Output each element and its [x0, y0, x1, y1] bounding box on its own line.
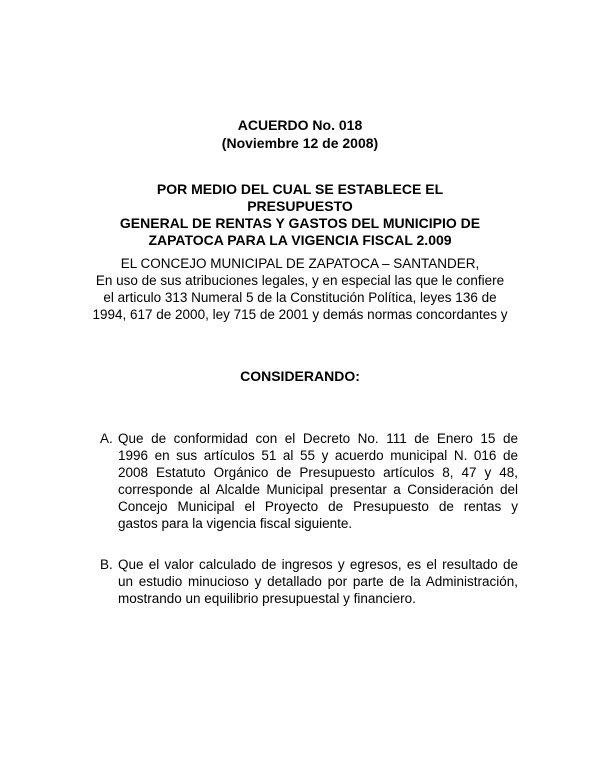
- document-heading: [103, 181, 497, 249]
- text-line: Que de conformidad con el Decreto No. 111 de Enero 15 de: [118, 431, 518, 446]
- intro-line: En uso de sus atribuciones legales, y en especial las que le confiere: [95, 273, 505, 288]
- document-title: [0, 116, 600, 152]
- text-line: 1996 en sus artículos 51 al 55 y acuerdo municipal N. 016 de: [118, 448, 518, 463]
- council-name: EL CONCEJO MUNICIPAL DE ZAPATOCA – SANTANDER,: [120, 256, 480, 271]
- text-line: Concejo Municipal el Proyecto de Presupuesto de rentas y: [118, 499, 518, 514]
- list-item-letter: B.: [100, 557, 113, 572]
- heading-line: POR MEDIO DEL CUAL SE ESTABLECE EL PRESUPUESTO: [156, 181, 444, 214]
- text-line: 2008 Estatuto Orgánico de Presupuesto artículos 8, 47 y 48,: [118, 465, 518, 480]
- text-line: corresponde al Alcalde Municipal presentar a Consideración del: [118, 482, 518, 497]
- list-item-letter: A.: [100, 431, 113, 446]
- agreement-date: (Noviembre 12 de 2008): [221, 135, 379, 151]
- text-line: Que el valor calculado de ingresos y egresos, es el resultado de: [118, 557, 518, 572]
- text-line: mostrando un equilibrio presupuestal y financiero.: [118, 591, 416, 606]
- text-line: gastos para la vigencia fiscal siguiente.: [118, 516, 353, 531]
- intro-paragraph: [0, 255, 600, 323]
- intro-line: el articulo 313 Numeral 5 de la Constitución Política, leyes 136 de: [103, 290, 497, 305]
- heading-line: GENERAL DE RENTAS Y GASTOS DEL MUNICIPIO DE: [119, 215, 481, 231]
- list-item-text: [118, 556, 518, 607]
- agreement-number: ACUERDO No. 018: [237, 117, 363, 133]
- intro-line: 1994, 617 de 2000, ley 715 de 2001 y demás normas concordantes y: [92, 307, 508, 322]
- text-line: un estudio minucioso y detallado por parte de la Administración,: [118, 574, 518, 589]
- heading-line: ZAPATOCA PARA LA VIGENCIA FISCAL 2.009: [148, 232, 452, 248]
- list-item-text: [118, 430, 518, 532]
- considerando-heading: CONSIDERANDO:: [240, 368, 360, 384]
